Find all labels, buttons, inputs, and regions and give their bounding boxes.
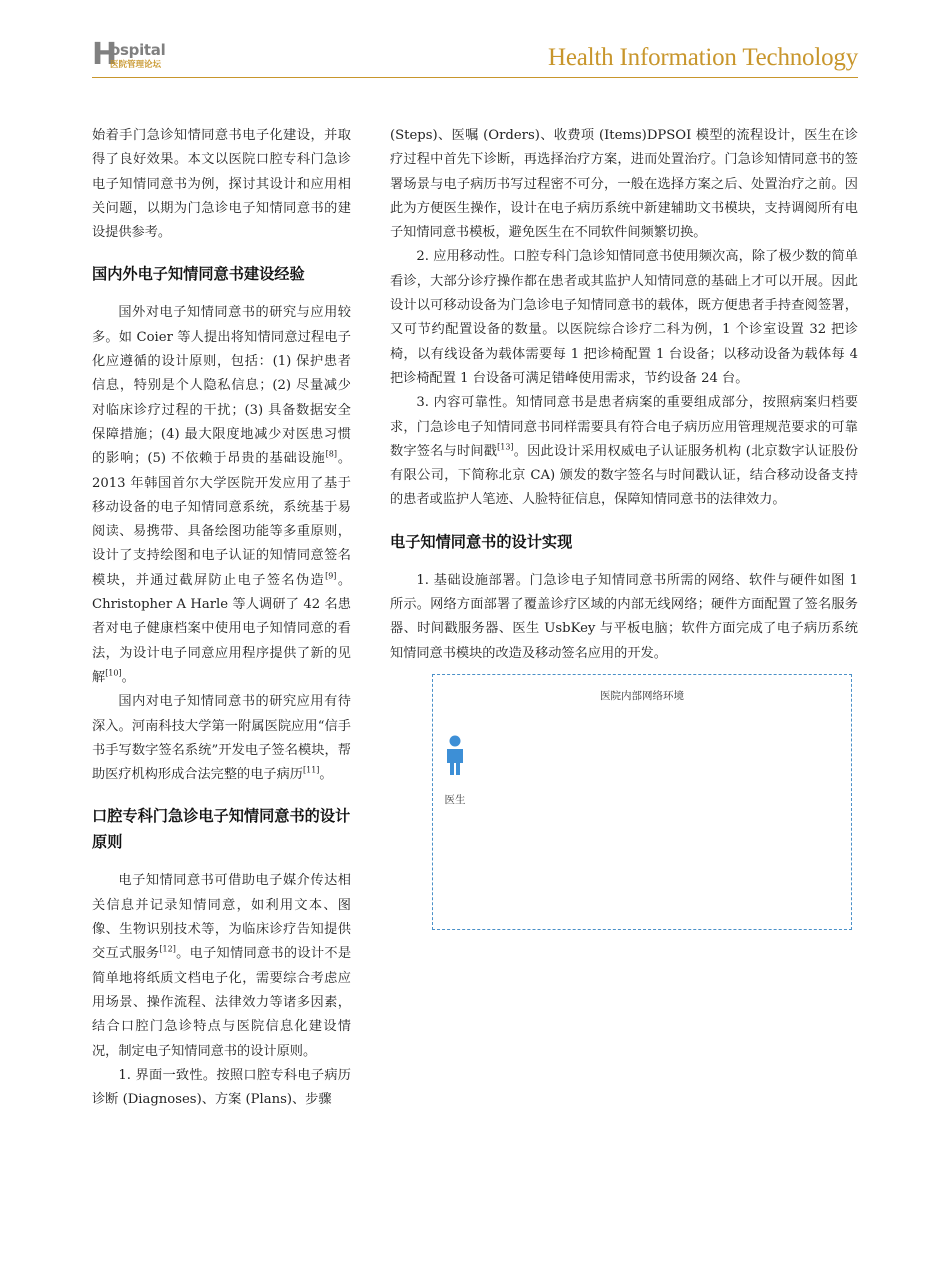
citation: [10]: [105, 668, 122, 678]
doctor-icon: [443, 735, 467, 775]
paragraph: 1. 界面一致性。按照口腔专科电子病历诊断 (Diagnoses)、方案 (Plans)、步骤: [92, 1067, 351, 1108]
paragraph: 2. 应用移动性。口腔专科门急诊知情同意书使用频次高，除了极少数的简单看诊，大部分诊疗操作都在患者或其监护人知情同意的基础上才可以开展。因此设计以可移动设备为门急诊电子知情同意书的载体，既方便患者手持查阅签署，又可节约配置设备的数量。以医院综合诊疗二科为例，1 个诊室设置 32 把诊椅，以有线设备为载体需要每 1 把诊椅配置 1 台设备；以移动设备为载体每 4 把诊椅配置 1 台设备可满足错峰使用需求，节约设备 24 台。: [390, 249, 858, 386]
header-rule: [92, 77, 858, 78]
section-heading: 电子知情同意书的设计实现: [390, 532, 573, 551]
network-diagram: [432, 674, 852, 930]
citation: [12]: [159, 944, 176, 954]
citation: [8]: [325, 449, 337, 459]
paragraph: 1. 基础设施部署。门急诊电子知情同意书所需的网络、软件与硬件如图 1 所示。网络方面部署了覆盖诊疗区域的内部无线网络；硬件方面配置了签名服务器、时间戳服务器、医生 UsbKey 与平板电脑；软件方面完成了电子病历系统知情同意书模块的改造及移动签名应用的开发。: [390, 572, 858, 661]
citation: [13]: [497, 442, 514, 452]
section-heading: 口腔专科门急诊电子知情同意书的设计原则: [92, 807, 351, 852]
paragraph: (Steps)、医嘱 (Orders)、收费项 (Items)DPSOI 模型的流程设计，医生在诊疗过程中首先下诊断，再选择治疗方案，进而处置治疗。门急诊知情同意书的签署场景与电子病历书写过程密不可分，一般在选择方案之后、处置治疗之前。因此为方便医生操作，设计在电子病历系统中新建辅助文书模块，支持调阅所有电子知情同意书模板，避免医生在不同软件间频繁切换。: [390, 128, 858, 241]
logo-chinese: 医院管理论坛: [110, 60, 162, 70]
paragraph: 国外对电子知情同意书的研究与应用较多。如 Coier 等人提出将知情同意过程电子化应遵循的设计原则，包括：(1) 保护患者信息，特别是个人隐私信息；(2) 尽量减少对临床诊疗过程的干扰；(3) 具备数据安全保障措施；(4) 最大限度地减少对医患习惯的影响；(5) 不依赖于昂贵的基础设施[8]。2013 年韩国首尔大学医院开发应用了基于移动设备的电子知情同意系统，系统基于易阅读、易携带、具备绘图功能等多重原则，设计了支持绘图和电子认证的知情同意签名模块，并通过截屏防止电子签名伪造[9]。Christopher A Harle 等人调研了 42 名患者对电子健康档案中使用电子知情同意的看法，为设计电子同意应用程序提供了新的见解[10]。: [92, 305, 352, 685]
journal-section-title: Health Information Technology: [548, 44, 858, 71]
paragraph: 电子知情同意书可借助电子媒介传达相关信息并记录知情同意，如利用文本、图像、生物识别技术等，为临床诊疗告知提供交互式服务[12]。电子知情同意书的设计不是简单地将纸质文档电子化，需要综合考虑应用场景、操作流程、法律效力等诸多因素，结合口腔门急诊特点与医院信息化建设情况，制定电子知情同意书的设计原则。: [92, 873, 352, 1059]
doctor-label: 医生: [444, 793, 466, 806]
section-heading: 国内外电子知情同意书建设经验: [92, 265, 305, 284]
paragraph: 始着手门急诊知情同意书电子化建设，并取得了良好效果。本文以医院口腔专科门急诊电子知情同意书为例，探讨其设计和应用相关问题，以期为门急诊电子知情同意书的建设提供参考。: [92, 128, 351, 241]
journal-logo: [92, 37, 172, 74]
citation: [9]: [325, 571, 337, 581]
paragraph: 3. 内容可靠性。知情同意书是患者病案的重要组成部分，按照病案归档要求，门急诊电子知情同意书同样需要具有符合电子病历应用管理规范要求的可靠数字签名与时间戳[13]。因此设计采用权威电子认证服务机构 (北京数字认证股份有限公司，下简称北京 CA) 颁发的数字签名与时间戳认证，结合移动设备支持的患者或监护人笔迹、人脸特征信息，保障知情同意书的法律效力。: [390, 395, 859, 508]
logo-letter: H: [92, 37, 118, 72]
right-column: [390, 124, 858, 930]
citation: [11]: [303, 765, 320, 775]
logo-word: ospital: [110, 41, 166, 59]
paragraph: 国内对电子知情同意书的研究应用有待深入。河南科技大学第一附属医院应用“信手书手写数字签名系统”开发电子签名模块，帮助医疗机构形成合法完整的电子病历[11]。: [92, 694, 351, 783]
diagram-title: 医院内部网络环境: [600, 689, 684, 702]
left-column: [92, 124, 351, 1112]
